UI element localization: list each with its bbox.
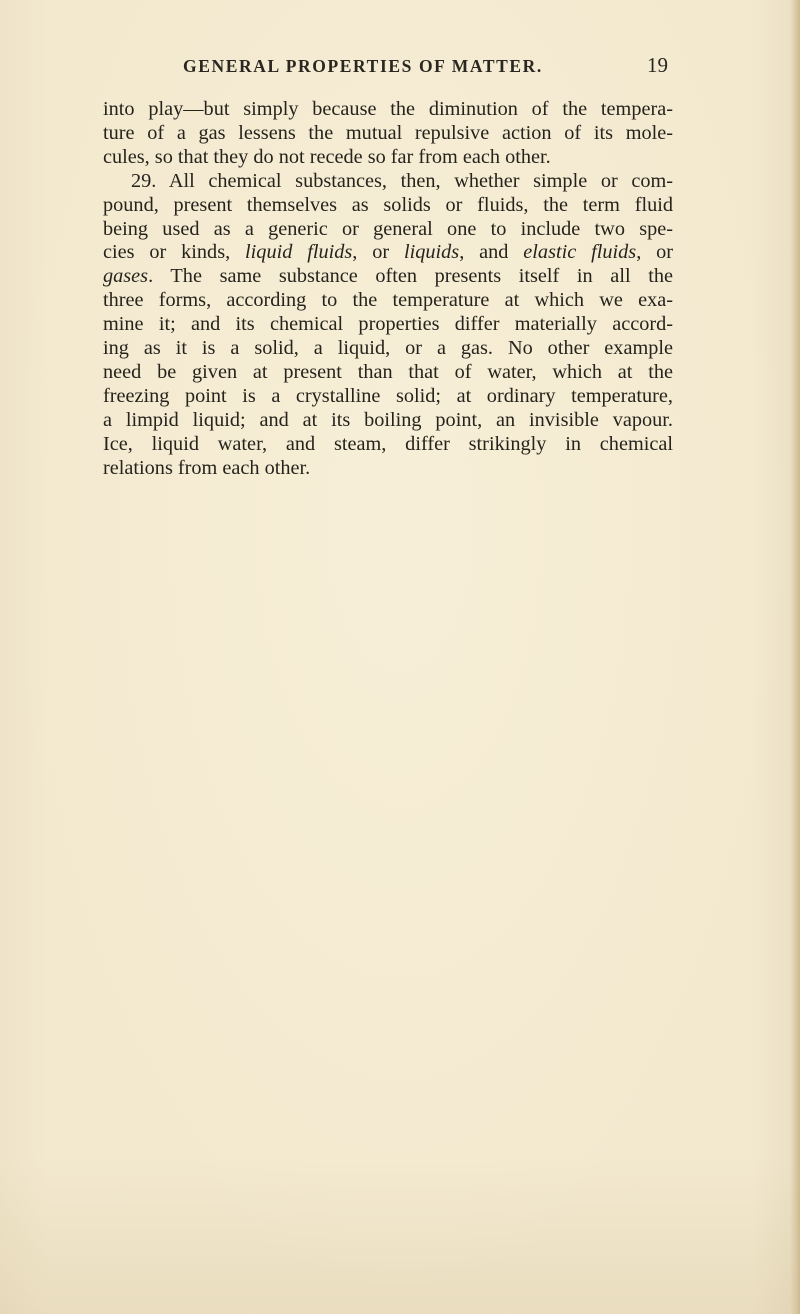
text-segment: , and [459,241,524,264]
italic-term: gases [103,265,149,288]
text-line [103,122,673,146]
text-line [103,385,673,409]
page-number: 19 [647,53,668,77]
text-segment: . The same substance often presents itself in all the [148,265,673,288]
text-line [103,194,673,218]
text-segment: mine it; and its chemical properties differ materially accord- [103,313,673,336]
text-segment: ing as it is a solid, a liquid, or a gas. No other example [103,337,673,360]
text-segment: relations from each other. [103,456,311,479]
text-segment: Ice, liquid water, and steam, differ strikingly in chemical [103,432,673,455]
text-line [103,409,673,433]
text-segment: three forms, according to the temperature at which we exa- [103,289,673,312]
text-line [103,361,673,385]
text-segment: freezing point is a crystalline solid; at ordinary temperature, [103,384,673,407]
text-line [103,433,673,457]
text-line [103,98,673,122]
text-line [103,218,673,242]
text-segment: , or [352,241,404,264]
body-text [103,98,673,481]
text-segment: cies or kinds, [103,241,246,264]
italic-term: liquid fluids [245,241,353,264]
text-segment: , or [636,241,674,264]
text-segment: into play—but simply because the diminution of the tempera- [103,98,673,120]
italic-term: elastic fluids [523,241,637,264]
text-line [103,289,673,313]
text-line [103,313,673,337]
text-segment: being used as a generic or general one to include two spe- [103,217,673,240]
italic-term: liquids [403,241,460,264]
text-line [103,337,673,361]
text-segment: a limpid liquid; and at its boiling point, an invisible vapour. [103,408,673,431]
text-segment: ture of a gas lessens the mutual repulsive action of its mole- [103,121,673,144]
text-line [103,457,673,481]
text-line [103,146,673,170]
text-line [103,170,673,194]
text-line [103,241,673,265]
page-edge-shadow [790,0,800,1314]
running-title: GENERAL PROPERTIES OF MATTER. [183,56,543,76]
text-segment: 29. All chemical substances, then, whether simple or com- [131,169,673,192]
text-segment: pound, present themselves as solids or fluids, the term fluid [103,193,673,216]
text-segment: need be given at present than that of water, which at the [103,360,673,383]
text-line [103,265,673,289]
text-segment: cules, so that they do not recede so far from each other. [103,145,551,168]
